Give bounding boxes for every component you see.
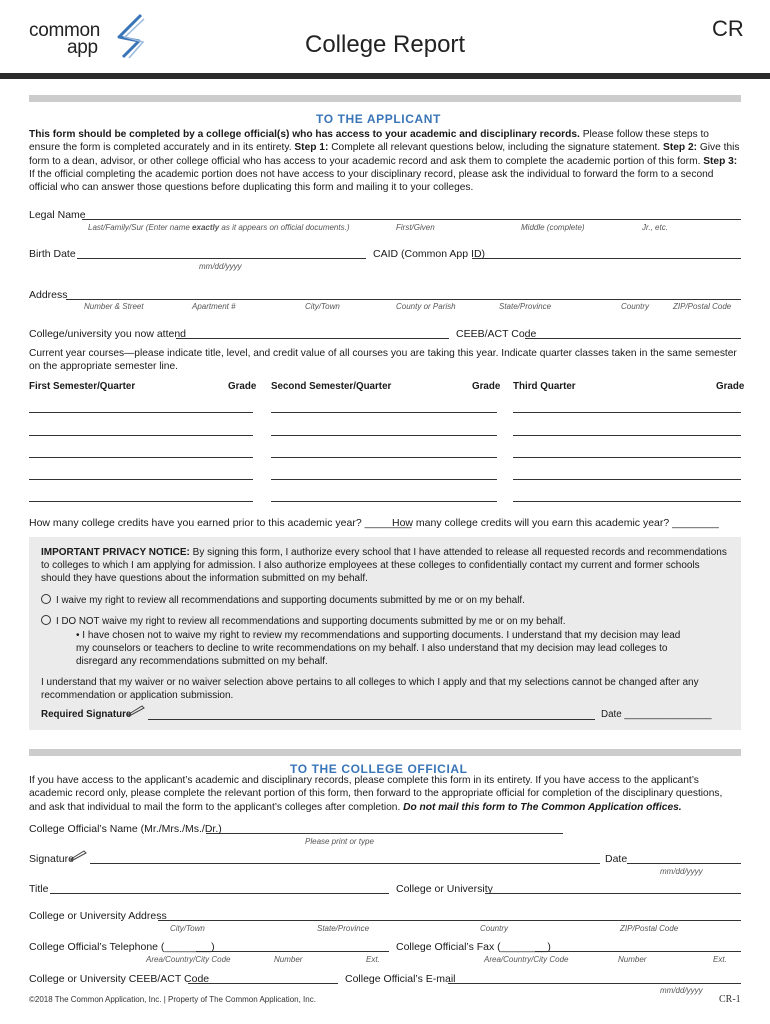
not-waive-radio[interactable]: [41, 615, 51, 625]
address-hint-street: Number & Street: [84, 302, 144, 311]
section-band: [29, 95, 741, 102]
signature-date[interactable]: Date ________________: [601, 709, 712, 720]
suffix-hint: Jr., etc.: [642, 223, 668, 232]
legal-name-input[interactable]: [82, 219, 741, 220]
legal-name-hint: Last/Family/Sur (Enter name exactly as it appears on official documents.): [88, 223, 350, 232]
col-third-grade: Grade: [716, 381, 745, 392]
current-college-input[interactable]: [176, 338, 449, 339]
selection-acknowledgement: I understand that my waiver or no waiver selection above pertains to all colleges to which I apply and that my selections cannot be changed after any recommendation or application submission.: [41, 677, 699, 701]
official-phone-input[interactable]: [196, 951, 389, 952]
official-email-hint: mm/dd/yyyy: [660, 986, 703, 995]
official-address-label: College or University Address: [29, 910, 167, 922]
first-name-hint: First/Given: [396, 223, 435, 232]
ceeb-label: CEEB/ACT Code: [456, 328, 537, 340]
legal-name-label: Legal Name: [29, 209, 86, 221]
address-input[interactable]: [66, 299, 741, 300]
course-line[interactable]: [271, 412, 497, 413]
course-line[interactable]: [513, 435, 741, 436]
official-address-input[interactable]: [158, 920, 741, 921]
col-second-grade: Grade: [472, 381, 501, 392]
official-heading: TO THE COLLEGE OFFICIAL: [290, 762, 468, 776]
form-code: CR: [712, 16, 744, 41]
official-fax-input[interactable]: [535, 951, 741, 952]
official-title-label: Title: [29, 883, 49, 895]
course-line[interactable]: [513, 412, 741, 413]
official-date-label: Date: [605, 853, 628, 865]
not-waive-explanation: • I have chosen not to waive my right to review my recommendations and supporting documents. I understand that my decision may lead my counselors or teachers to decline to write recommendations on my behalf. I also understand that my decision may lead colleges to disregard any recommendations submitted on my behalf.: [76, 630, 681, 667]
course-line[interactable]: [29, 435, 253, 436]
official-college-input[interactable]: [485, 893, 741, 894]
address-hint-state: State/Province: [499, 302, 552, 311]
course-line[interactable]: [271, 435, 497, 436]
common-app-logo-icon: [113, 13, 147, 61]
course-line[interactable]: [29, 412, 253, 413]
official-ceeb-label: College or University CEEB/ACT Code: [29, 973, 210, 985]
waive-option[interactable]: I waive my right to review all recommendations and supporting documents submitted by me or on my behalf.: [41, 594, 525, 606]
address-hint-city: City/Town: [305, 302, 340, 311]
page-title: College Report: [305, 31, 466, 58]
official-date-hint: mm/dd/yyyy: [660, 867, 703, 876]
official-name-hint: Please print or type: [305, 837, 374, 846]
course-line[interactable]: [271, 457, 497, 458]
pen-icon: [70, 849, 88, 861]
ceeb-input[interactable]: [525, 338, 741, 339]
credits-prior-question: How many college credits have you earned prior to this academic year? ________: [29, 517, 412, 529]
applicant-instructions: This form should be completed by a college official(s) who has access to your academic and disciplinary records. Please follow these steps to ensure the form is completed accurately and in its entirety. Step 1: Complete all relevant questions below, including the signature statement. Step 2: Give this form to a dean, advisor, or other college official who has access to your academic record and ask them to complete the academic portion of this form. Step 3: If the official completing the academic portion does not have access to your disciplinary record, please ask the individual to forward the form to a second official who can answer those questions before duplicating this form and mailing it to your colleges.: [29, 129, 740, 194]
official-address-hint-zip: ZIP/Postal Code: [620, 924, 679, 933]
required-signature-label: Required Signature: [41, 709, 132, 720]
phone-hint-number: Number: [274, 955, 303, 964]
official-phone-label: College Official’s Telephone (________): [29, 941, 215, 953]
official-ceeb-input[interactable]: [188, 983, 338, 984]
address-hint-apartment: Apartment #: [192, 302, 236, 311]
course-line[interactable]: [271, 479, 497, 480]
logo-text-common: common: [29, 20, 101, 41]
official-signature-input[interactable]: [90, 863, 600, 864]
course-line[interactable]: [29, 501, 253, 502]
official-date-input[interactable]: [627, 863, 741, 864]
official-address-hint-country: Country: [480, 924, 509, 933]
caid-label: CAID (Common App ID): [373, 248, 486, 260]
phone-hint-ext: Ext.: [366, 955, 380, 964]
not-waive-option[interactable]: I DO NOT waive my right to review all recommendations and supporting documents submitted by me or on my behalf.: [41, 615, 565, 627]
header-rule: [0, 73, 770, 79]
official-address-hint-state: State/Province: [317, 924, 370, 933]
col-third-quarter: Third Quarter: [513, 381, 576, 392]
course-line[interactable]: [513, 457, 741, 458]
fax-hint-number: Number: [618, 955, 647, 964]
course-line[interactable]: [513, 501, 741, 502]
official-name-label: College Official’s Name (Mr./Mrs./Ms./Dr.): [29, 823, 222, 835]
address-hint-zip: ZIP/Postal Code: [673, 302, 732, 311]
applicant-heading: TO THE APPLICANT: [316, 112, 441, 126]
copyright: ©2018 The Common Application, Inc. | Property of The Common Application, Inc.: [29, 995, 316, 1004]
page-number: CR-1: [719, 994, 741, 1005]
course-line[interactable]: [513, 479, 741, 480]
fax-hint-ext: Ext.: [713, 955, 727, 964]
official-signature-label: Signature: [29, 853, 74, 865]
col-first-grade: Grade: [228, 381, 257, 392]
course-line[interactable]: [271, 501, 497, 502]
official-college-label: College or University: [396, 883, 493, 895]
official-instructions: If you have access to the applicant’s academic and disciplinary records, please complete this form in its entirety. If you have access to the applicant’s academic record only, please complete the relevant portion of this form, then forward to the appropriate official for completion of the disciplinary questions, and ask that individual to mail the form to the applicant’s colleges after completion. Do not mail this form to The Common Application offices.: [29, 775, 723, 813]
birth-date-hint: mm/dd/yyyy: [199, 262, 242, 271]
official-address-hint-city: City/Town: [170, 924, 205, 933]
col-first-semester: First Semester/Quarter: [29, 381, 136, 392]
official-email-input[interactable]: [448, 983, 741, 984]
logo-text-app: app: [67, 37, 98, 58]
fax-hint-code: Area/Country/City Code: [484, 955, 569, 964]
course-line[interactable]: [29, 479, 253, 480]
address-label: Address: [29, 289, 68, 301]
section-band: [29, 749, 741, 756]
middle-name-hint: Middle (complete): [521, 223, 585, 232]
courses-instructions: Current year courses—please indicate title, level, and credit value of all courses you are taking this year. Indicate quarter classes taken in the same semester on the appropriate semester line.: [29, 348, 737, 373]
required-signature-input[interactable]: [148, 719, 595, 720]
official-title-input[interactable]: [50, 893, 389, 894]
current-college-label: College/university you now attend: [29, 328, 187, 340]
credits-this-year-question: How many college credits will you earn this academic year? ________: [392, 517, 719, 529]
phone-hint-code: Area/Country/City Code: [146, 955, 231, 964]
waive-radio[interactable]: [41, 594, 51, 604]
birth-date-label: Birth Date: [29, 248, 76, 260]
address-hint-county: County or Parish: [396, 302, 456, 311]
privacy-notice: IMPORTANT PRIVACY NOTICE: By signing this form, I authorize every school that I have attended to release all requested records and recommendations to colleges to which I am applying for admission. I also authorize employees at these colleges to confidentially contact my current and former schools should they have questions about the information submitted on my behalf.: [41, 547, 727, 584]
official-fax-label: College Official’s Fax (________): [396, 941, 551, 953]
course-line[interactable]: [29, 457, 253, 458]
caid-input[interactable]: [472, 258, 741, 259]
pen-icon: [128, 704, 146, 716]
birth-date-input[interactable]: [77, 258, 366, 259]
official-email-label: College Official’s E-mail: [345, 973, 456, 985]
col-second-semester: Second Semester/Quarter: [271, 381, 392, 392]
address-hint-country: Country: [621, 302, 650, 311]
official-name-input[interactable]: [206, 833, 563, 834]
